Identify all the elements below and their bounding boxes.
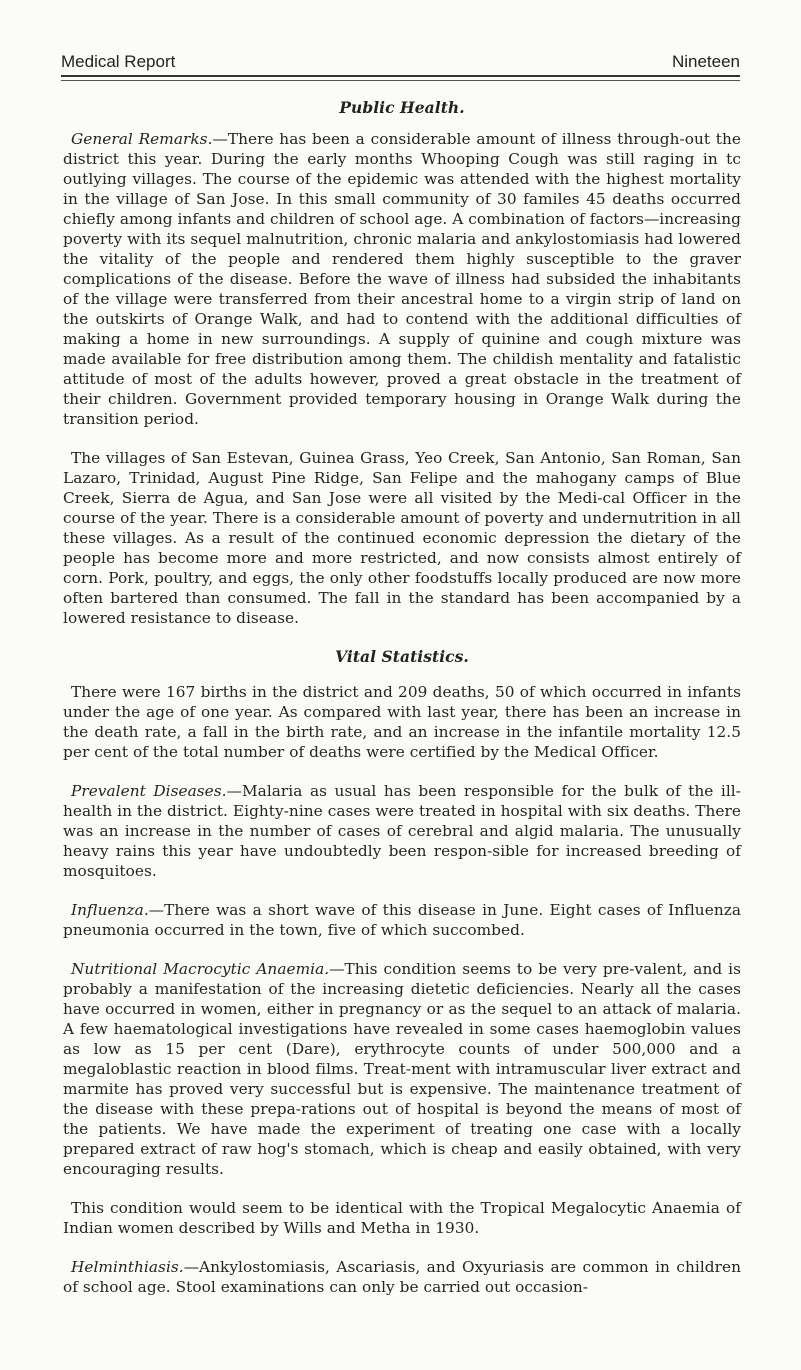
- paragraph-text: —Malaria as usual has been responsible for the bulk of the ill-health in the district. Eighty-nine cases were treated in hospital with six deaths. There was an increase in the number of cases of cerebral and algid malaria. The unusually heavy rains this year have undoubtedly been respon-sible for increased breeding of mosquitoes.: [63, 782, 741, 880]
- paragraph-text: This condition would seem to be identical with the Tropical Megalocytic Anaemia of Indian women described by Wills and Metha in 1930.: [63, 1199, 741, 1237]
- paragraph-text: There were 167 births in the district and 209 deaths, 50 of which occurred in infants under the age of one year. As compared with last year, there has been an increase in the death rate, a fall in the birth rate, and an increase in the infantile mortality 12.5 per cent of the total number of deaths were certified by the Medical Officer.: [63, 683, 741, 761]
- paragraph-births-deaths: [63, 682, 741, 762]
- header-rule-thin: [61, 80, 740, 81]
- paragraph-influenza: [63, 900, 741, 940]
- paragraph-text: —There was a short wave of this disease in June. Eight cases of Influenza pneumonia occurred in the town, five of which succombed.: [63, 901, 741, 939]
- paragraph-anaemia: [63, 959, 741, 1179]
- paragraph-lead: General Remarks.: [71, 130, 213, 148]
- paragraph-text: —This condition seems to be very pre-valent, and is probably a manifestation of the increasing dietetic deficiencies. Nearly all the cases have occurred in women, either in pregnancy or as the sequel to an attack of malaria. A few haematological investigations have revealed in some cases haemoglobin values as low as 15 per cent (Dare), erythrocyte counts of under 500,000 and a megaloblastic reaction in blood films. Treat-ment with intramuscular liver extract and marmite has proved very successful but is expensive. The maintenance treatment of the disease with these prepa-rations out of hospital is beyond the means of most of the patients. We have made the experiment of treating one case with a locally prepared extract of raw hog's stomach, which is cheap and easily obtained, with very encouraging results.: [63, 960, 741, 1178]
- section-heading-vital-statistics: Vital Statistics.: [335, 647, 469, 666]
- header-title: Medical Report: [61, 52, 176, 71]
- paragraph-prevalent-diseases: [63, 781, 741, 881]
- paragraph-helminthiasis: [63, 1257, 741, 1297]
- paragraph-lead: Helminthiasis.: [71, 1258, 184, 1276]
- paragraph-lead: Nutritional Macrocytic Anaemia.: [71, 960, 330, 978]
- page-number: Nineteen: [671, 52, 740, 71]
- paragraph-text: —Ankylostomiasis, Ascariasis, and Oxyuriasis are common in children of school age. Stool examinations can only be carried out occasion-: [63, 1258, 741, 1296]
- paragraph-text: —There has been a considerable amount of illness through-out the district this year. During the early months Whooping Cough was still raging in tc outlying villages. The course of the epidemic was attended with the highest mortality in the village of San Jose. In this small community of 30 familes 45 deaths occurred chiefly among infants and children of school age. A combination of factors—increasing poverty with its sequel malnutrition, chronic malaria and ankylostomiasis had lowered the vitality of the people and rendered them highly susceptible to the graver complications of the disease. Before the wave of illness had subsided the inhabitants of the village were transferred from their ancestral home to a virgin strip of land on the outskirts of Orange Walk, and had to contend with the additional difficulties of making a home in new surroundings. A supply of quinine and cough mixture was made available for free distribution among them. The childish mentality and fatalistic attitude of most of the adults however, proved a great obstacle in the treatment of their children. Government provided temporary housing in Orange Walk during the transition period.: [63, 130, 741, 428]
- paragraph-text: The villages of San Estevan, Guinea Grass, Yeo Creek, San Antonio, San Roman, San Lazaro, Trinidad, August Pine Ridge, San Felipe and the mahogany camps of Blue Creek, Sierra de Agua, and San Jose were all visited by the Medi-cal Officer in the course of the year. There is a considerable amount of poverty and undernutrition in all these villages. As a result of the continued economic depression the dietary of the people has become more and more restricted, and now consists almost entirely of corn. Pork, poultry, and eggs, the only other foodstuffs locally produced are now more often bartered than consumed. The fall in the standard has been accompanied by a lowered resistance to disease.: [63, 449, 741, 627]
- paragraph-lead: Prevalent Diseases.: [71, 782, 227, 800]
- running-header: [61, 52, 740, 72]
- paragraph-general-remarks: [63, 129, 741, 429]
- paragraph-villages: [63, 448, 741, 628]
- header-rule: [61, 75, 740, 77]
- paragraph-lead: Influenza.: [71, 901, 149, 919]
- paragraph-tropical-anaemia: [63, 1198, 741, 1238]
- report-body: [63, 98, 741, 1316]
- section-heading-public-health: Public Health.: [339, 98, 465, 117]
